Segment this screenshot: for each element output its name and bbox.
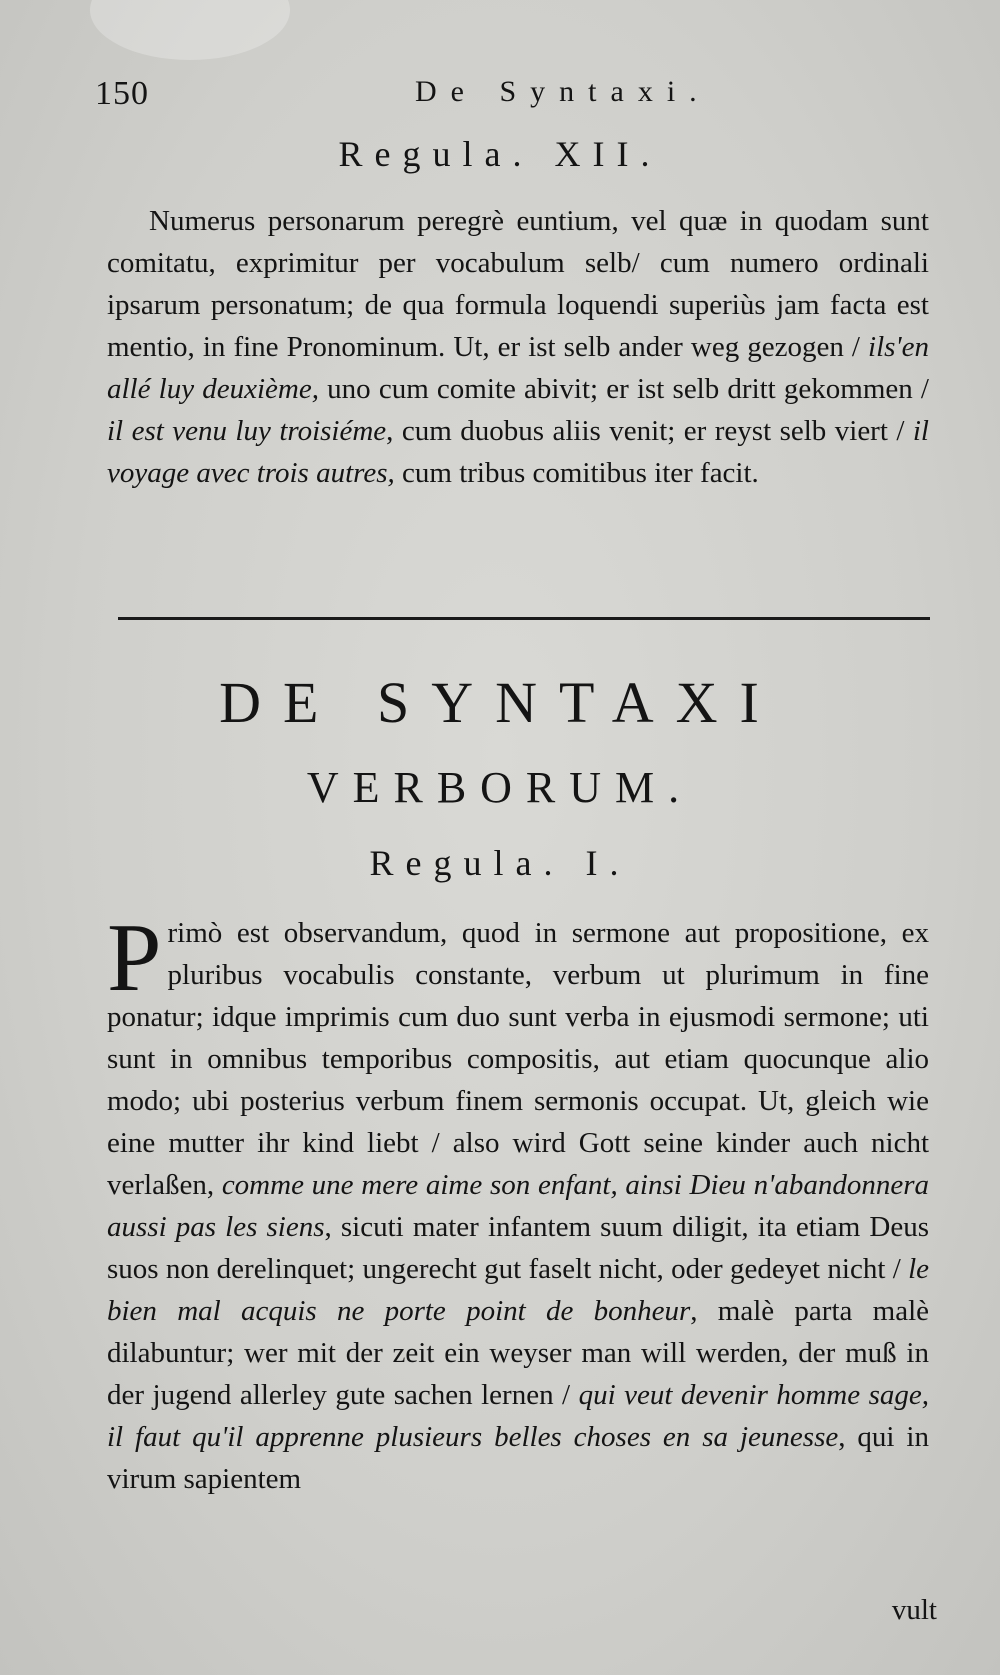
- drop-cap: P: [107, 904, 162, 1012]
- rule-xii-paragraph: [107, 200, 929, 494]
- french-example: ils'en allé luy deuxième,: [107, 331, 929, 405]
- running-head: [95, 75, 925, 125]
- catchword: vult: [891, 1594, 937, 1626]
- latin-text: , cum duobus aliis venit;: [386, 415, 684, 447]
- section-subtitle: VERBORUM.: [306, 763, 694, 812]
- latin-text: rimò est observandum, quod in sermone aut propositione, ex pluribus vocabulis constante, verbum ut plurimum in fine ponatur; idque imprimis cum duo sunt verba in ejusmodi sermone; uti sunt in omnibus temporibus compositis, aut etiam quocunque alio modo; ubi posterius verbum finem sermonis occupat. Ut,: [107, 917, 929, 1117]
- page-number: 150: [95, 75, 149, 112]
- german-example: gleich wie eine mutter ihr kind liebt / also wird Gott seine kinder auch nicht verlaßen,: [107, 1085, 929, 1201]
- german-example: er ist selb dritt gekommen /: [606, 373, 929, 405]
- german-example: er reyst selb viert /: [683, 415, 905, 447]
- section-divider: [118, 617, 930, 620]
- paper-stain: [90, 0, 290, 60]
- german-example: ungerecht gut faselt nicht, oder gedeyet nicht /: [362, 1253, 901, 1285]
- latin-text: Numerus personarum peregrè euntium, vel quæ in quodam sunt comitatu, exprimitur per vocabulum selb/ cum numero ordinali ipsarum personatum; de qua formula loquendi superiùs jam facta est mentio, in fine Pronominum. Ut,: [107, 205, 929, 363]
- french-example: il est venu luy troisiéme: [107, 415, 387, 447]
- latin-text: cum tribus comitibus iter facit.: [394, 457, 759, 489]
- french-example: qui veut devenir homme sage, il faut qu'il apprenne plusieurs belles choses en sa jeunesse: [107, 1379, 929, 1453]
- latin-text: , sicuti mater infantem suum diligit, ita etiam Deus suos non derelinquet;: [107, 1211, 929, 1285]
- rule-heading-xii: Regula. XII.: [338, 134, 662, 174]
- german-example: er ist selb ander weg gezogen /: [497, 331, 860, 363]
- latin-text: uno cum comite abivit;: [318, 373, 607, 405]
- rule-heading-i: Regula. I.: [369, 843, 631, 883]
- running-title: De Syntaxi.: [415, 75, 711, 108]
- section-title: DE SYNTAXI: [219, 670, 781, 735]
- latin-text: , malè parta malè dilabuntur;: [107, 1295, 929, 1369]
- latin-text: , qui in virum sapientem: [107, 1421, 929, 1495]
- rule-i-paragraph: [107, 904, 929, 1500]
- french-example: il voyage avec trois autres,: [107, 415, 929, 489]
- german-example: wer mit der zeit ein weyser man will werden, der muß in der jugend allerley gute sachen lernen /: [107, 1337, 929, 1411]
- french-example: le bien mal acquis ne porte point de bonheur: [107, 1253, 929, 1327]
- french-example: comme une mere aime son enfant, ainsi Dieu n'abandonnera aussi pas les siens: [107, 1169, 929, 1243]
